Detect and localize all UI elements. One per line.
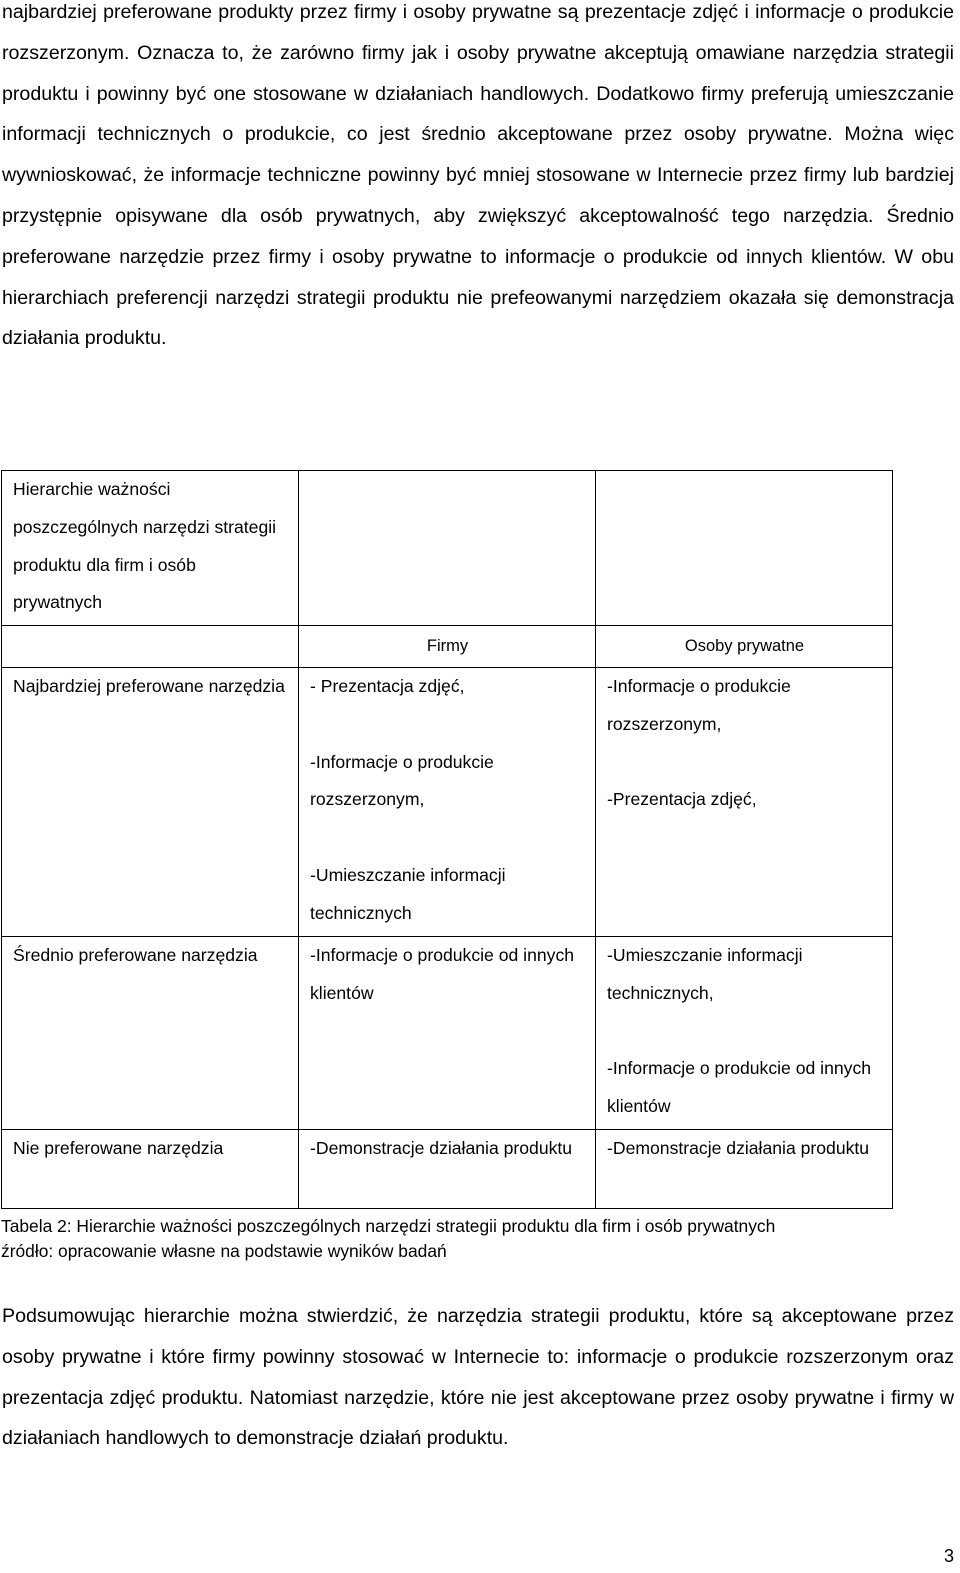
- firms-cell: [299, 937, 596, 1130]
- private-cell: [596, 668, 893, 937]
- cell-item: -Informacje o produkcie rozszerzonym,: [310, 751, 494, 810]
- cell-item: -Umieszczanie informacji technicznych: [310, 864, 506, 923]
- table-caption: Tabela 2: Hierarchie ważności poszczególnych narzędzi strategii produktu dla firm i osób prywatnych: [1, 1216, 776, 1236]
- intro-paragraph: najbardziej preferowane produkty przez firmy i osoby prywatne są prezentacje zdjęć i informacje o produkcie rozszerzonym. Oznacza to, że zarówno firmy jak i osoby prywatne akceptują omawiane narzędzia strategii produktu i powinny być one stosowane w działaniach handlowych. Dodatkowo firmy preferują umieszczanie informacji technicznych o produkcie, co jest średnio akceptowane przez osoby prywatne. Można więc wywnioskować, że informacje techniczne powinny być mniej stosowane w Internecie przez firmy lub bardziej przystępnie opisywane dla osób prywatnych, aby zwiększyć akceptowalność tego narzędzia. Średnio preferowane narzędzie przez firmy i osoby prywatne to informacje o produkcie od innych klientów. W obu hierarchiach preferencji narzędzi strategii produktu nie prefeowanymi narzędziem okazała się demonstracja działania produktu.: [2, 1, 954, 350]
- table-header-row: [2, 626, 893, 668]
- cell-item: -Informacje o produkcie rozszerzonym,: [607, 676, 791, 734]
- cell-item: -Informacje o produkcie od innych klientów: [607, 1058, 872, 1117]
- cell-item: -Demonstracje działania produktu: [310, 1138, 573, 1158]
- row-label: Najbardziej preferowane narzędzia: [2, 668, 299, 937]
- cell-item: - Prezentacja zdjęć,: [310, 676, 465, 696]
- column-header-firms: Firmy: [299, 626, 596, 668]
- firms-cell: [299, 668, 596, 937]
- cell-item: -Prezentacja zdjęć,: [607, 789, 757, 810]
- row-label: Średnio preferowane narzędzia: [2, 937, 299, 1130]
- table-row: [2, 668, 893, 937]
- cell-item: -Umieszczanie informacji technicznych,: [607, 945, 803, 1003]
- table-source: źródło: opracowanie własne na podstawie wyników badań: [1, 1241, 447, 1261]
- empty-cell: [299, 471, 596, 626]
- cell-item: -Informacje o produkcie od innych klientów: [310, 945, 575, 1003]
- column-header-private: Osoby prywatne: [596, 626, 893, 668]
- private-cell: [596, 937, 893, 1130]
- table-title-cell: Hierarchie ważności poszczególnych narzędzi strategii produktu dla firm i osób prywatnych: [2, 471, 299, 626]
- table-title-row: [2, 471, 893, 626]
- summary-paragraph: Podsumowując hierarchie można stwierdzić, że narzędzia strategii produktu, które są akceptowane przez osoby prywatne i które firmy powinny stosować w Internecie to: informacje o produkcie rozszerzonym oraz prezentacja zdjęć produktu. Natomiast narzędzie, które nie jest akceptowane przez osoby prywatne i firmy w działaniach handlowych to demonstracje działań produktu.: [2, 1305, 954, 1450]
- hierarchy-table: [1, 470, 893, 1209]
- row-label: Nie preferowane narzędzia: [2, 1130, 299, 1209]
- firms-cell: [299, 1130, 596, 1209]
- private-cell: [596, 1130, 893, 1209]
- page-number: 3: [943, 1546, 954, 1566]
- table-row: [2, 1130, 893, 1209]
- empty-cell: [596, 471, 893, 626]
- cell-item: -Demonstracje działania produktu: [607, 1138, 870, 1158]
- empty-header-cell: [2, 626, 299, 668]
- table-row: [2, 937, 893, 1130]
